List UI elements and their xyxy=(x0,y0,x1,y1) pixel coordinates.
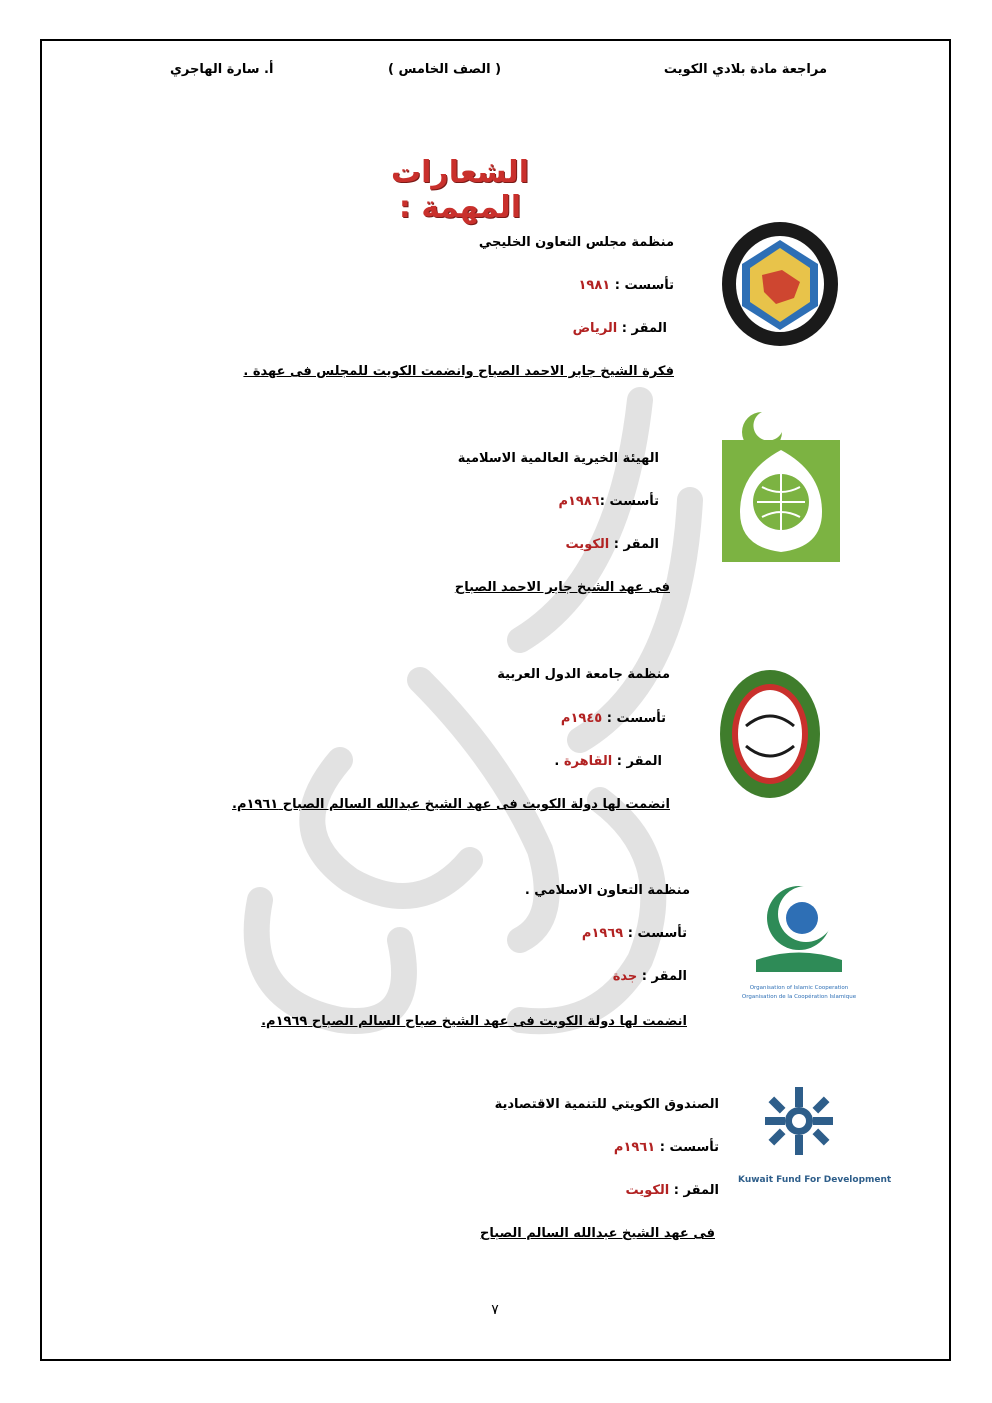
oic-logo-text-fr: Organisation de la Coopération Islamique xyxy=(741,994,857,1000)
org5-note: فى عهد الشيخ عبدالله السالم الصباح xyxy=(480,1226,715,1241)
org2-name: الهيئة الخيرية العالمية الاسلامية xyxy=(457,451,659,466)
header-grade: ( الصف الخامس ) xyxy=(388,62,502,77)
org1-name: منظمة مجلس التعاون الخليجي xyxy=(478,235,674,250)
gcc-logo-icon xyxy=(712,220,848,348)
org3-founded: تأسست : ١٩٤٥م xyxy=(560,711,666,726)
org5-founded: تأسست : ١٩٦١م xyxy=(613,1140,719,1155)
org1-founded: تأسست : ١٩٨١ xyxy=(578,278,674,293)
page-number: ٧ xyxy=(491,1302,499,1318)
org2-hq: المقر : الكويت xyxy=(565,537,659,552)
kuwait-fund-logo-text: Kuwait Fund For Development xyxy=(738,1175,892,1185)
org2-note: فى عهد الشيخ جابر الاحمد الصباح xyxy=(454,580,670,595)
org1-hq: المقر : الرياض xyxy=(572,321,667,336)
org4-hq: المقر : جدة xyxy=(612,969,687,984)
org3-hq: المقر : القاهرة . xyxy=(554,754,662,769)
kuwait-fund-emblem-icon xyxy=(738,1085,860,1165)
org1-note: فكرة الشيخ جابر الاحمد الصباح وانضمت الكويت للمجلس فى عهدة . xyxy=(243,364,674,379)
org3-note: انضمت لها دولة الكويت فى عهد الشيخ عبدالله السالم الصباح ١٩٦١م. xyxy=(232,797,670,812)
oic-logo-text-en: Organisation of Islamic Cooperation xyxy=(749,985,849,991)
kuwait-fund-logo xyxy=(738,1085,892,1205)
charity-logo-icon xyxy=(722,402,840,562)
org3-name: منظمة جامعة الدول العربية xyxy=(497,667,670,682)
org2-founded: تأسست :١٩٨٦م xyxy=(558,494,659,509)
org5-name: الصندوق الكويتي للتنمية الاقتصادية xyxy=(494,1097,719,1112)
header-subject: مراجعة مادة بلادي الكويت xyxy=(663,62,827,77)
org4-name: منظمة التعاون الاسلامي . xyxy=(524,883,690,898)
org5-hq: المقر : الكويت xyxy=(625,1183,719,1198)
arab-league-logo-icon xyxy=(716,666,824,802)
header-teacher: أ. سارة الهاجري xyxy=(170,62,274,77)
oic-logo xyxy=(738,880,860,1025)
org4-note: انضمت لها دولة الكويت فى عهد الشيخ صباح السالم الصباح ١٩٦٩م. xyxy=(261,1014,687,1029)
page-title: الشعارات المهمة : xyxy=(391,155,529,225)
org4-founded: تأسست : ١٩٦٩م xyxy=(581,926,687,941)
oic-crescent-icon xyxy=(738,880,860,980)
